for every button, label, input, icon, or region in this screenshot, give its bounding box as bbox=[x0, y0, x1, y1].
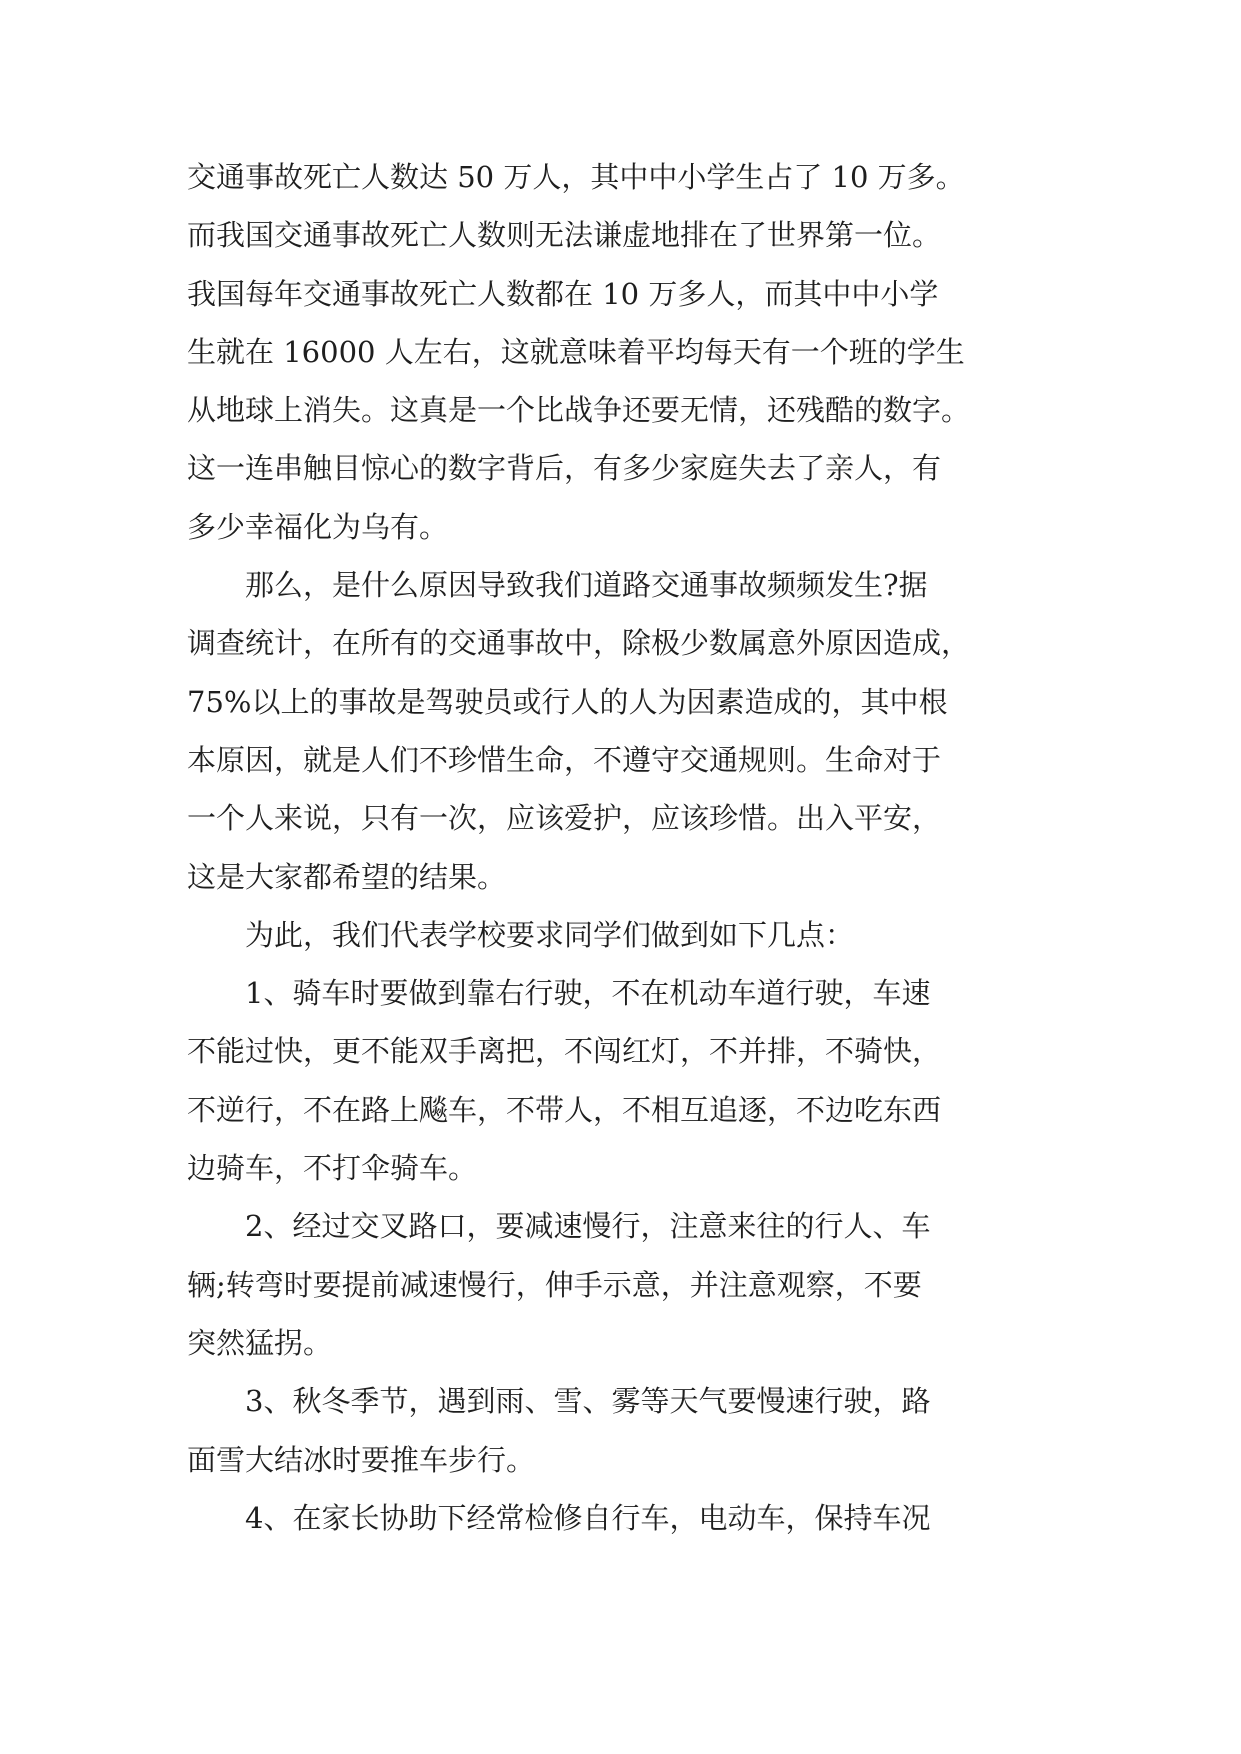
text-line: 突然猛拐。 bbox=[187, 1325, 333, 1360]
text-line: 多少幸福化为乌有。 bbox=[187, 509, 449, 544]
text-line: 一个人来说，只有一次，应该爱护，应该珍惜。出入平安， bbox=[187, 801, 942, 836]
paragraph-start-line: 为此，我们代表学校要求同学们做到如下几点： bbox=[245, 917, 855, 952]
text-line: 不逆行，不在路上飚车，不带人，不相互追逐，不边吃东西 bbox=[187, 1092, 942, 1127]
list-item-1-line: 1、骑车时要做到靠右行驶，不在机动车道行驶，车速 bbox=[245, 976, 931, 1011]
text-line: 从地球上消失。这真是一个比战争还要无情，还残酷的数字。 bbox=[187, 393, 971, 428]
text-line: 我国每年交通事故死亡人数都在 10 万多人，而其中中小学 bbox=[187, 276, 939, 311]
text-line: 交通事故死亡人数达 50 万人，其中中小学生占了 10 万多。 bbox=[187, 160, 965, 194]
text-line: 这是大家都希望的结果。 bbox=[187, 859, 507, 894]
list-item-3-line: 3、秋冬季节，遇到雨、雪、雾等天气要慢速行驶，路 bbox=[245, 1384, 931, 1419]
text-line: 辆;转弯时要提前减速慢行，伸手示意，并注意观察，不要 bbox=[187, 1267, 922, 1302]
list-item-2-line: 2、经过交叉路口，要减速慢行，注意来往的行人、车 bbox=[245, 1209, 931, 1244]
text-line: 这一连串触目惊心的数字背后，有多少家庭失去了亲人，有 bbox=[187, 451, 942, 486]
text-line: 调查统计，在所有的交通事故中，除极少数属意外原因造成， bbox=[187, 626, 971, 661]
text-line: 生就在 16000 人左右，这就意味着平均每天有一个班的学生 bbox=[187, 334, 965, 369]
body-text bbox=[187, 157, 1057, 1556]
text-line: 边骑车，不打伞骑车。 bbox=[187, 1151, 478, 1186]
paragraph-start-line: 那么，是什么原因导致我们道路交通事故频频发生?据 bbox=[245, 568, 928, 603]
text-line: 而我国交通事故死亡人数则无法谦虚地排在了世界第一位。 bbox=[187, 218, 942, 253]
text-line: 不能过快，更不能双手离把，不闯红灯，不并排，不骑快， bbox=[187, 1034, 942, 1069]
list-item-4-line: 4、在家长协助下经常检修自行车，电动车，保持车况 bbox=[245, 1500, 931, 1535]
text-line: 75%以上的事故是驾驶员或行人的人为因素造成的，其中根 bbox=[187, 684, 948, 719]
text-line: 本原因，就是人们不珍惜生命，不遵守交通规则。生命对于 bbox=[187, 742, 942, 777]
text-line: 面雪大结冰时要推车步行。 bbox=[187, 1442, 536, 1477]
